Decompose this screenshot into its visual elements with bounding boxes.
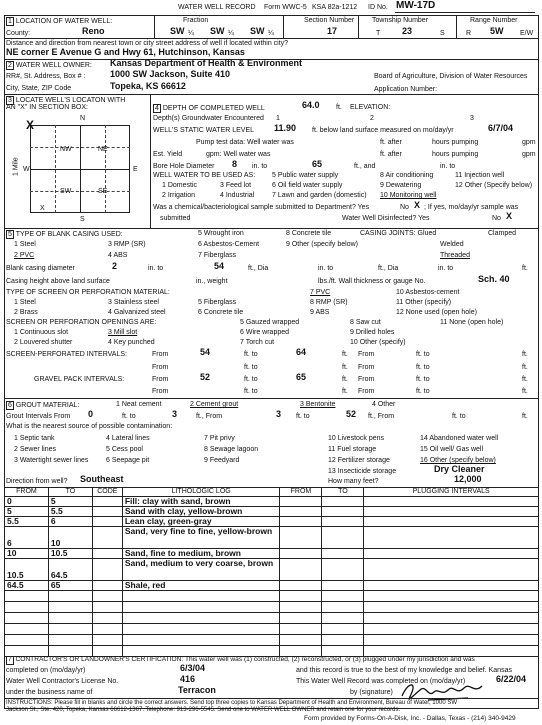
table-row: 5 5.5 Sand with clay, yellow-brown xyxy=(5,506,539,516)
bore-depth: 65 xyxy=(312,159,323,169)
grout-to-1: 3 xyxy=(172,409,178,419)
fraction-3: SW xyxy=(250,26,265,36)
fraction-1: SW xyxy=(170,26,185,36)
grout-from-2: 3 xyxy=(276,409,282,419)
section-number: 17 xyxy=(327,26,338,36)
screen-to: 64 xyxy=(296,347,307,357)
license-number: 416 xyxy=(180,674,196,684)
instructions: INSTRUCTIONS: Please fill in blanks and circle the correct answers. Send top three copies to Kansas Department of Health and Environment, Bureau of Water, 1000 SW xyxy=(6,700,457,706)
gravel-from: 52 xyxy=(200,372,211,382)
table-row: 6 10 Sand, very fine to fine, yellow-brown xyxy=(5,526,539,548)
well-record-page: WATER WELL RECORD Form WWC-5 KSA 82a-1212 ID No. MW-17D 1 LOCATION OF WATER WELL: County: Reno Fraction SW ¼ SW ¼ SW ¼ Section Number 17 Township Number T 23 S Range Number R 5W E/W Distance and direction from nearest town or city street address of well if located within city? NE corner E Avenue G and Hwy 61, Hutchinson, Kansas 2 WATER WELL OWNER: Kansas Department of Health & Environment RR#, St. Address, Box # : 1000 SW Jackson, Suite 410 City, State, ZIP Code Topeka, KS 66612 Board of Agriculture, Division of Water Resources Application Number: 3 LOCATE WELL'S LOCATON WITH AN "X" IN SECTION BOX: N NW NE SW SE W E S 1 Mile X X 4 DEPTH OF COMPLETED WELL 64.0 ft. ELEVATION: Depth(s) Groundwater Encountered 1 2 3 WELL'S STATIC WATER LEVEL 11.90 ft. below land surface measured on mo/day/yr 6/7/04 Pump test data: Well water was ft. after hours pumping gpm Est. Yield gpm: Well water was ft. after hours pumping gpm Bore Hole Diameter 8 in. to 65 ft., and in. to WELL WATER TO BE USED AS: 5 Public water supply 8 Air conditioning 11 Injection well 1 Domestic 3 Feed lot 6 Oil field water supply 9 Dewatering 12 Other (Specify below) 2 Irrigation 4 Industrial 7 Lawn and garden (domestic) 10 Monitoring well Was a chemical/bacteriological sample submitted to Department? Yes No X ; If yes, mo/day/yr sample was submitted Water Well Disinfected? Yes No X 5 TYPE OF BLANK CASING USED: 5 Wrought iron 8 Concrete tile CASING JOINTS: Glued Clamped 1 Steel 3 RMP (SR) 6 Asbestos-Cement 9 Other (specify below) Welded 2 PVC 4 ABS 7 Fiberglass Threaded Blank casing diameter 2 in. to 54 ft., Dia in. to ft., Dia in. to ft. Casing height above land surface in., weight lbs./ft. Wall thickness or gauge No. Sch. 40 TYPE OF SCREEN OR PERFORATION MATERIAL: 7 PVC 10 Asbestos-cement 1 Steel 3 Stainless steel 5 Fiberglass 8 RMP (SR) 11 Other (specify) 2 Brass 4 Galvanized steel 6 Concrete tile 9 ABS 12 None used (open hole) SCREEN OR PERFORATION OPENINGS ARE: 5 Gauzed wrapped 8 Saw cut 11 None (open hole) 1 Continuous slot 3 Mill slot 6 Wire wrapped 9 Drilled holes 2 Louvered shutter 4 Key punched 7 Torch cut 10 Other (specify) SCREEN-PERFORATED INTERVALS: From 54 ft. to 64 ft. From ft. to ft. From ft. to ft. From ft. to ft. GRAVEL PACK INTERVALS: From 52 ft. to 65 ft. From ft. to ft. From ft. to ft. From ft. to ft. 6 GROUT MATERIAL: 1 Neat cement 2 Cement grout 3 Bentonite 4 Other Grout Intervals From 0 ft. to 3 ft., From 3 ft. to 52 ft., From ft. to ft. What is the nearest source of possible contamination: 1 Septic tank 4 Lateral lines 7 Pit privy 10 Livestock pens 14 Abandoned water well 2 Sewer lines 5 Cess pool 8 Sewage lagoon 11 Fuel storage 15 Oil well/ Gas well 3 Watertight sewer lines 6 Seepage pit 9 Feedyard 12 Fertilizer storage 16 Other (specify below) 13 Insecticide storage Dry Cleaner Direction from well? Southeast How many feet? 12,000 FROM TO CODE LITHOLOGIC LOG FROM TO PLUGGING INTERVALS 0 5 Fill: clay with sand, brown 5 5.5 Sand with clay, yellow-brown 5.5 6 Lean clay, green-gray 6 10 Sand, very fine to fine, yellow-brown 10 10.5 Sand, fine to medium, brown 10.5 64.5 Sand, medium to very coarse, brown 64.5 65 Shale, red 7 CONTRACTOR'S OR LANDOWNER'S CERTIFICATION: This water well was (1) constructed, (2) reconstructed, or (3) plugged under my jurisdiction and was completed on (mo/day/yr) 6/3/04 and this record is true to the best of my knowledge and belief. Kansas Water Well Contractor's License No. 416 This Water Well Record was completed on (mo/day/yr) 6/22/04 under the business name of Terracon by (signature) INSTRUCTIONS: Please fill in blanks and circle the correct answers. Send top three copies to Kansas Department of Health and Environment, Bureau of Water, 1000 SW Jackson St., Ste. 420, Topeka, Kansas 66612-1367. Telephone: 913-296-5545. Send one to WATER WELL OWNER and retain one for your records. Form provided by Forms-On-A-Disk, Inc. - Dallas, Texas - (214) 340-9429 xyxy=(0,0,542,725)
grout-bentonite: 3 Bentonite xyxy=(300,401,336,408)
township-number: 23 xyxy=(402,26,413,36)
business-name: Terracon xyxy=(178,685,216,695)
ksa-ref: KSA 82a-1212 xyxy=(312,4,358,11)
casing-pvc: 2 PVC xyxy=(14,252,35,259)
id-value: MW-17D xyxy=(396,0,436,11)
owner-address: 1000 SW Jackson, Suite 410 xyxy=(110,69,231,79)
record-date: 6/22/04 xyxy=(496,674,527,684)
fraction-2: SW xyxy=(210,26,225,36)
certification-text: CONTRACTOR'S OR LANDOWNER'S CERTIFICATION: This water well was (1) constructed, (2) reconstructed, or (3) plugged under my jurisdiction and was xyxy=(15,656,475,663)
form-number: Form WWC-5 xyxy=(264,4,307,11)
grout-to-2: 52 xyxy=(346,409,357,419)
screen-pvc: 7 PVC xyxy=(310,289,331,296)
casing-depth: 54 xyxy=(214,261,225,271)
opening-mill-slot: 3 Mill slot xyxy=(108,329,138,336)
owner-city: Topeka, KS 66612 xyxy=(110,81,186,91)
table-row: 5.5 6 Lean clay, green-gray xyxy=(5,516,539,526)
casing-diameter: 2 xyxy=(112,261,118,271)
table-row: 0 5 Fill: clay with sand, brown xyxy=(5,497,539,507)
form-provider: Form provided by Forms-On-A-Disk, Inc. - Dallas, Texas - (214) 340-9429 xyxy=(304,715,516,722)
joints-threaded: Threaded xyxy=(440,252,470,259)
wall-gauge: Sch. 40 xyxy=(478,274,510,284)
disinfected-no-x: X xyxy=(506,211,513,221)
well-depth: 64.0 xyxy=(302,100,320,110)
county-value: Reno xyxy=(82,26,105,36)
form-title: WATER WELL RECORD xyxy=(178,4,256,11)
chem-sample-no-x: X xyxy=(414,200,421,210)
contam-direction: Southeast xyxy=(80,474,124,484)
static-date: 6/7/04 xyxy=(488,123,514,133)
id-label: ID No. xyxy=(368,4,388,11)
screen-from: 54 xyxy=(200,347,211,357)
use-monitoring-well: 10 Monitoring well xyxy=(380,192,437,199)
contam-other: 16 Other (specify below) xyxy=(420,457,496,464)
table-row: 10.5 64.5 Sand, medium to very coarse, brown xyxy=(5,558,539,580)
sec1-label: LOCATION OF WATER WELL: xyxy=(15,18,113,25)
owner-name: Kansas Department of Health & Environment xyxy=(110,58,303,68)
gravel-to: 65 xyxy=(296,372,307,382)
range-number: 5W xyxy=(490,26,504,36)
table-row: 10 10.5 Sand, fine to medium, brown xyxy=(5,548,539,558)
contam-other-value: Dry Cleaner xyxy=(434,464,485,474)
grout-cement: 2 Cement grout xyxy=(190,401,239,408)
contam-distance: 12,000 xyxy=(454,474,482,484)
lithologic-log-table: FROM TO CODE LITHOLOGIC LOG FROM TO PLUGGING INTERVALS 0 5 Fill: clay with sand, brown 5 5.5 Sand with clay, yellow-brown 5.5 6 Lean clay, green-gray 6 10 Sand, very fine to fine, yellow-brown 10 10.5 Sand, fine to medium, brown 10.5 64.5 Sand, medium to very coarse, brown 64.5 65 Shale, red xyxy=(4,487,539,657)
bore-diameter: 8 xyxy=(232,159,238,169)
table-row: 64.5 65 Shale, red xyxy=(5,580,539,590)
distance-direction: NE corner E Avenue G and Hwy 61, Hutchinson, Kansas xyxy=(6,47,245,57)
grout-from-1: 0 xyxy=(88,409,94,419)
location-x-mark: X xyxy=(26,118,35,132)
static-water-level: 11.90 xyxy=(274,123,297,133)
completion-date: 6/3/04 xyxy=(180,663,206,673)
